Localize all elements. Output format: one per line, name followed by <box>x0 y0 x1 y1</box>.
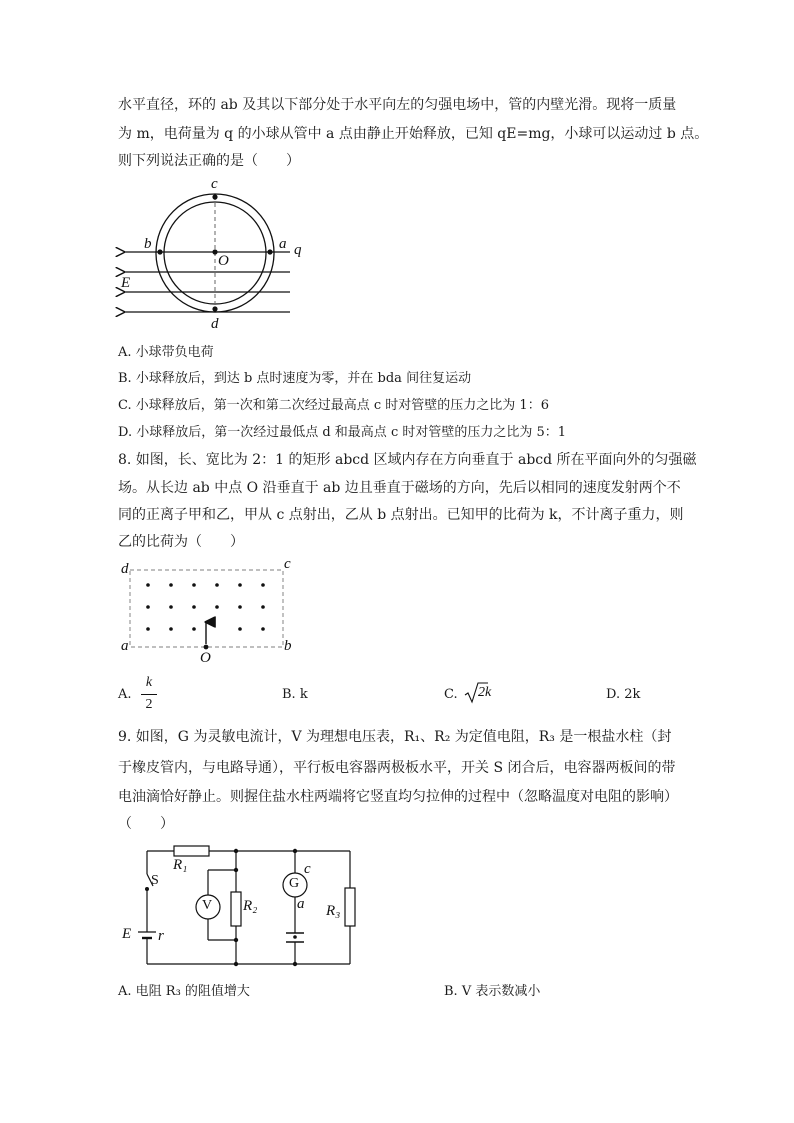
q9-option-b[interactable]: B. V 表示数减小 <box>444 984 541 999</box>
q8-option-d[interactable]: D. 2k <box>606 687 641 702</box>
q8-label-b: b <box>284 638 292 654</box>
q7-label-q: q <box>294 242 302 258</box>
q8-option-a-fraction-bar <box>141 694 157 695</box>
q9-label-R2: R₂ <box>243 898 258 914</box>
q9-label-R1: R₁ <box>173 857 188 873</box>
q7-label-E: E <box>121 275 131 291</box>
q9-label-R3: R₃ <box>326 903 341 919</box>
q7-option-d[interactable]: D. 小球释放后，第一次经过最低点 d 和最高点 c 时对管壁的压力之比为 5：1 <box>118 425 567 440</box>
q7-label-c: c <box>211 176 218 192</box>
q7-label-O: O <box>218 253 229 269</box>
q9-line-1: 9. 如图，G 为灵敏电流计，V 为理想电压表，R₁、R₂ 为定值电阻，R₃ 是一根盐水柱（封 <box>118 729 672 745</box>
q7-option-b[interactable]: B. 小球释放后，到达 b 点时速度为零，并在 bda 间往复运动 <box>118 371 472 386</box>
q9-label-a: a <box>297 896 305 912</box>
q7-label-d: d <box>211 316 219 332</box>
q7-label-b: b <box>144 236 152 252</box>
q9-circuit-figure <box>118 840 358 968</box>
q9-line-3: 电油滴恰好静止。则握住盐水柱两端将它竖直均匀拉伸的过程中（忽略温度对电阻的影响） <box>118 789 678 805</box>
q8-option-a-prefix[interactable]: A. <box>118 687 132 702</box>
q9-label-r: r <box>158 928 164 944</box>
q8-label-a: a <box>121 638 129 654</box>
q9-label-c: c <box>304 861 311 877</box>
q9-label-E: E <box>122 926 132 942</box>
q7-option-c[interactable]: C. 小球释放后，第一次和第二次经过最高点 c 时对管壁的压力之比为 1：6 <box>118 398 549 413</box>
q8-option-c-prefix[interactable]: C. <box>444 687 458 702</box>
q8-magnetic-field-figure <box>118 560 308 660</box>
q9-label-V: V <box>202 898 213 913</box>
q8-line-3: 同的正离子甲和乙，甲从 c 点射出，乙从 b 点射出。已知甲的比荷为 k，不计离子重力，则 <box>118 507 684 523</box>
q7-ring-field-figure <box>118 176 308 336</box>
q8-label-O: O <box>200 650 211 666</box>
q7-label-a: a <box>279 236 287 252</box>
q8-label-c: c <box>284 556 291 572</box>
q9-option-a[interactable]: A. 电阻 R₃ 的阻值增大 <box>118 984 250 999</box>
q8-option-a-denominator: 2 <box>145 697 153 712</box>
q8-option-c-expr: 2k <box>478 685 492 700</box>
q8-line-1: 8. 如图，长、宽比为 2：1 的矩形 abcd 区域内存在方向垂直于 abcd 所在平面向外的匀强磁 <box>118 452 697 468</box>
q7-line-2: 为 m，电荷量为 q 的小球从管中 a 点由静止开始释放，已知 qE=mg，小球可以运动过 b 点。 <box>118 126 709 142</box>
q9-label-S: S <box>151 873 159 888</box>
q9-line-4: （ ） <box>118 816 174 832</box>
q8-label-d: d <box>121 561 129 577</box>
q7-line-1: 水平直径，环的 ab 及其以下部分处于水平向左的匀强电场中，管的内壁光滑。现将一质量 <box>118 97 677 113</box>
q8-line-4: 乙的比荷为（ ） <box>118 534 244 550</box>
q7-line-3: 则下列说法正确的是（ ） <box>118 153 300 169</box>
q7-option-a[interactable]: A. 小球带负电荷 <box>118 345 214 360</box>
q8-line-2: 场。从长边 ab 中点 O 沿垂直于 ab 边且垂直于磁场的方向，先后以相同的速度发射两个不 <box>118 480 681 496</box>
q9-label-G: G <box>289 876 300 891</box>
q9-line-2: 于橡皮管内，与电路导通），平行板电容器两极板水平，开关 S 闭合后，电容器两板间的带 <box>118 760 676 776</box>
q8-option-b[interactable]: B. k <box>282 687 308 702</box>
q8-option-a-numerator: k <box>145 675 153 690</box>
